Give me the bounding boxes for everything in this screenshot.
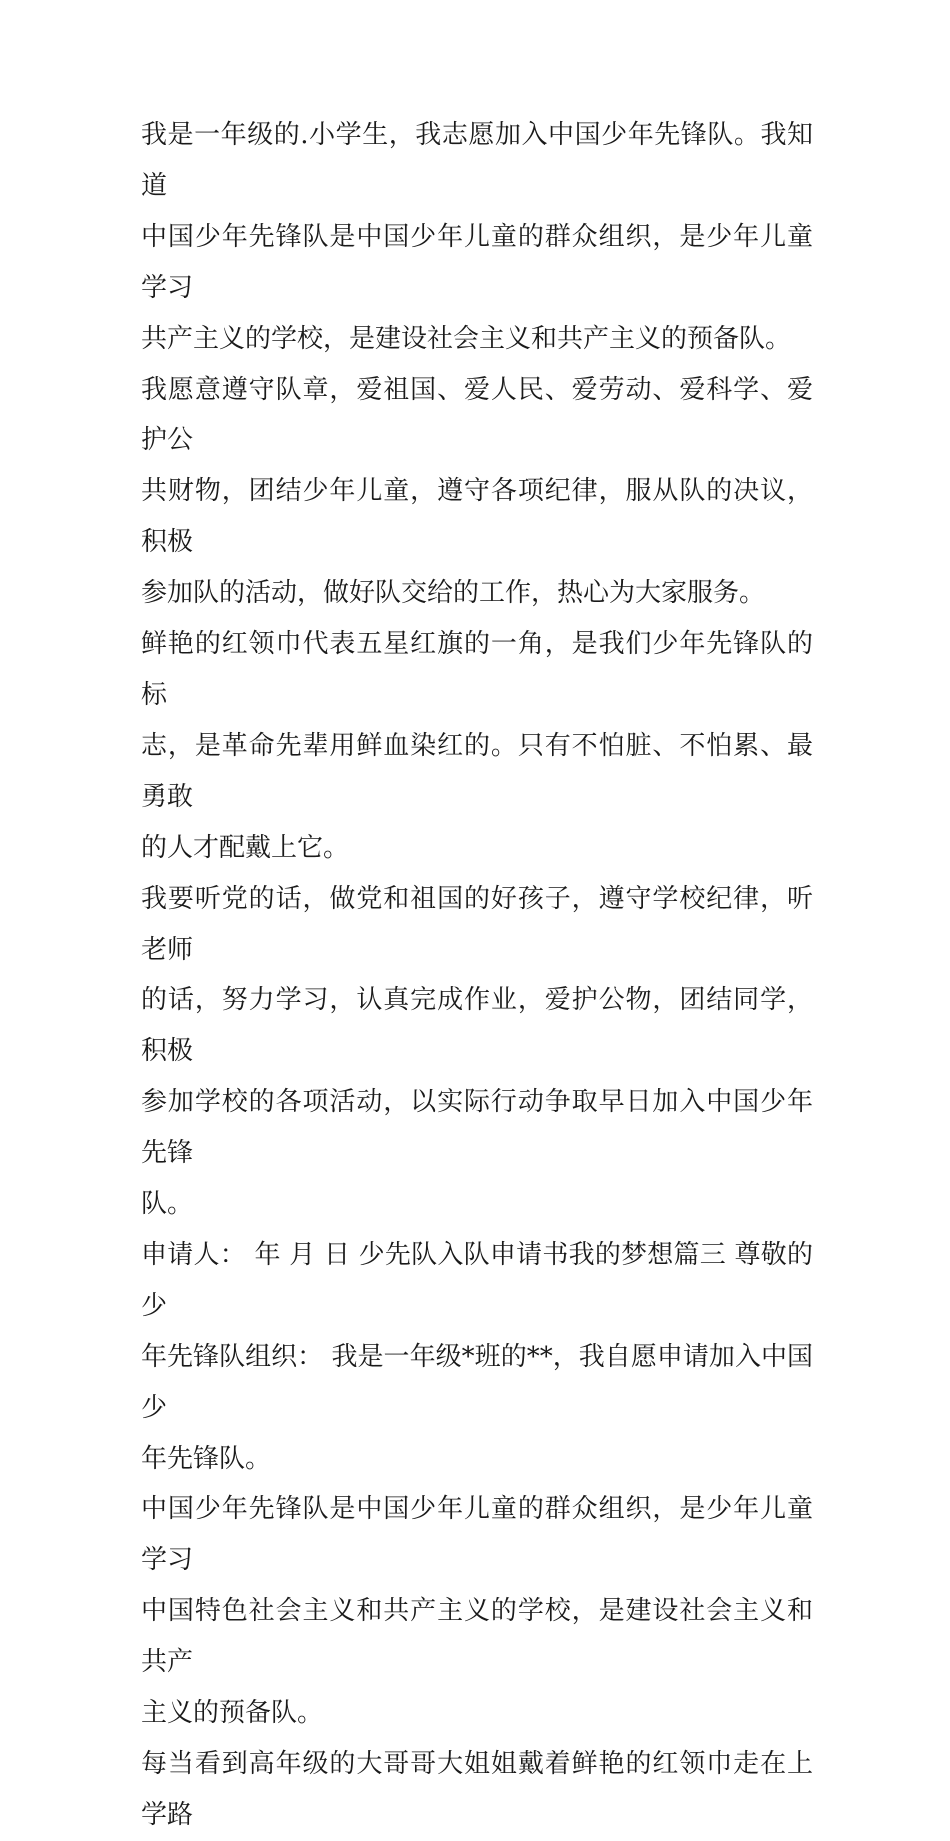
paragraph-3: 鲜艳的红领巾代表五星红旗的一角，是我们少年先锋队的标 志，是革命先辈用鲜血染红的。只有不怕脏、不怕累、最勇敢 的人才配戴上它。 [141, 629, 813, 863]
paragraph-7: 每当看到高年级的大哥哥大姐姐戴着鲜艳的红领巾走在上学路 [141, 1749, 813, 1830]
paragraph-1: 我是一年级的.小学生，我志愿加入中国少年先锋队。我知道 中国少年先锋队是中国少年儿童的群众组织，是少年儿童学习 共产主义的学校，是建设社会主义和共产主义的预备队。 [141, 120, 813, 354]
paragraph-2: 我愿意遵守队章，爱祖国、爱人民、爱劳动、爱科学、爱护公 共财物，团结少年儿童，遵守各项纪律，服从队的决议，积极 参加队的活动，做好队交给的工作，热心为大家服务。 [141, 374, 813, 609]
document-body [141, 110, 813, 1841]
paragraph-4: 我要听党的话，做党和祖国的好孩子，遵守学校纪律，听老师 的话，努力学习，认真完成作业，爱护公物，团结同学，积极 参加学校的各项活动，以实际行动争取早日加入中国少年先锋 队。 [141, 883, 813, 1220]
paragraph-5: 申请人： 年 月 日 少先队入队申请书我的梦想篇三 尊敬的少 年先锋队组织： 我是一年级*班的**，我自愿申请加入中国少 年先锋队。 [141, 1239, 813, 1474]
paragraph-6: 中国少年先锋队是中国少年儿童的群众组织，是少年儿童学习 中国特色社会主义和共产主义的学校，是建设社会主义和共产 主义的预备队。 [141, 1494, 813, 1729]
